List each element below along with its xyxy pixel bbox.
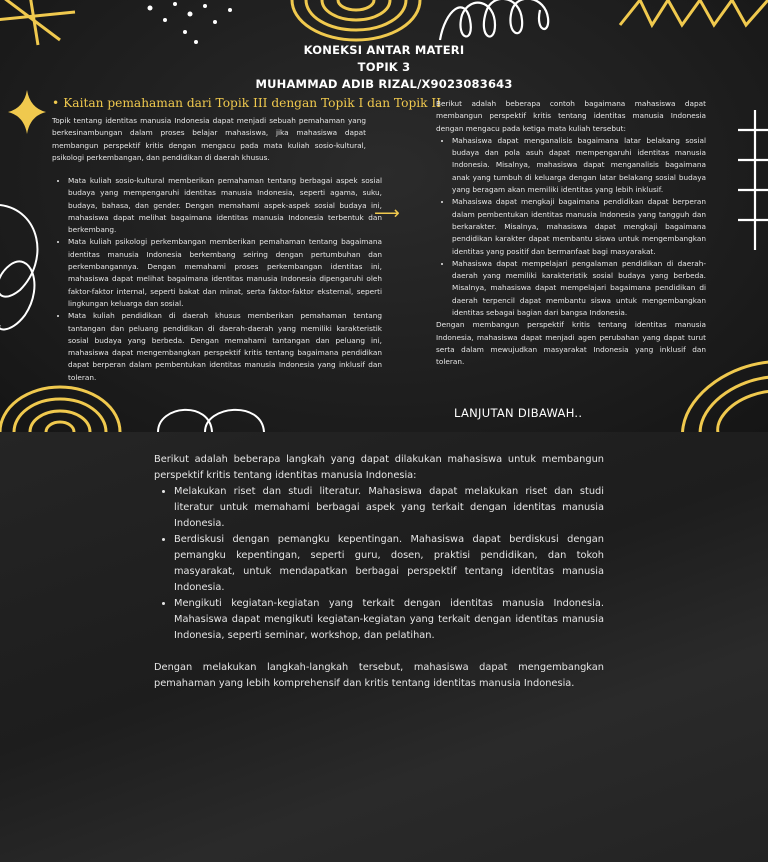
list-item: • Mata kuliah psikologi perkembangan memberikan pemahaman tentang bagaimana identitas manusia Indonesia berkembang seiring dengan pertumbuhan dan perkembangannya. Dengan memahami proses perkembangan identitas ini, mahasiswa dapat melihat bagaimana identitas manusia Indonesia dipengaruhi oleh faktor-faktor internal, seperti bakat dan minat, serta faktor-faktor eksternal, seperti lingkungan keluarga dan sosial. xyxy=(68,236,382,310)
sparkle-star-icon xyxy=(8,90,46,134)
list-item: • Melakukan riset dan studi literatur. Mahasiswa dapat melakukan riset dan studi literatur untuk memahami berbagai aspek yang terkait dengan identitas manusia Indonesia. xyxy=(174,484,604,532)
bottom-loops-doodle xyxy=(158,410,264,432)
heading-bullet: • xyxy=(52,96,60,110)
section-heading-text: Kaitan pemahaman dari Topik III dengan Topik I dan Topik II xyxy=(63,96,442,110)
right-bullet-list xyxy=(436,135,706,319)
right-intro: Berikut adalah beberapa contoh bagaimana mahasiswa dapat membangun perspektif kritis tentang identitas manusia Indonesia dengan mengacu pada ketiga mata kuliah tersebut: xyxy=(436,99,706,133)
continuation-text xyxy=(154,452,604,692)
section-heading xyxy=(52,96,442,110)
bottom-arcs-doodle xyxy=(0,387,120,432)
list-item: • Mahasiswa dapat mengkaji bagaimana pendidikan dapat berperan dalam pembentukan identitas manusia Indonesia yang tangguh dan berkarakter. Misalnya, mahasiswa dapat mengkaji bagaimana pendidikan karakter dapat membantu siswa untuk mengembangkan identitas yang positif dan bermanfaat bagi masyarakat. xyxy=(452,196,706,257)
list-item: • Mata kuliah pendidikan di daerah khusus memberikan pemahaman tentang tantangan dan peluang pendidikan di daerah-daerah yang memiliki karakteristik sosial budaya yang berbeda. Dengan memahami tantangan dan peluang ini, mahasiswa dapat mengembangkan perspektif kritis tentang bagaimana pendidikan dapat berperan dalam pembentukan identitas manusia Indonesia yang inklusif dan toleran. xyxy=(68,310,382,384)
list-item: • Mengikuti kegiatan-kegiatan yang terkait dengan identitas manusia Indonesia. Mahasiswa dapat mengikuti kegiatan-kegiatan yang terkait dengan identitas manusia Indonesia, seperti seminar, workshop, dan pelatihan. xyxy=(174,596,604,644)
right-closing: Dengan membangun perspektif kritis tentang identitas manusia Indonesia, mahasiswa dapat menjadi agen perubahan yang dapat turut serta dalam mewujudkan masyarakat Indonesia yang inklusif dan toleran. xyxy=(436,320,706,367)
list-item: • Berdiskusi dengan pemangku kepentingan. Mahasiswa dapat berdiskusi dengan pemangku kepentingan, seperti guru, dosen, praktisi pendidikan, dan tokoh masyarakat, untuk mendapatkan berbagai perspektif tentang identitas manusia Indonesia. xyxy=(174,532,604,596)
dots-doodle xyxy=(148,2,233,44)
concentric-arcs-doodle xyxy=(292,0,420,40)
zigzag-doodle xyxy=(620,0,768,25)
title-line-3: MUHAMMAD ADIB RIZAL/X9023083643 xyxy=(255,77,513,91)
continuation-intro: Berikut adalah beberapa langkah yang dapat dilakukan mahasiswa untuk membangun perspektif kritis tentang identitas manusia Indonesia: xyxy=(154,454,604,481)
steps-list xyxy=(154,484,604,644)
left-intro: Topik tentang identitas manusia Indonesia dapat menjadi sebuah pemahaman yang berkesinambungan dalam proses belajar mahasiswa, jika mahasiswa dapat membangun perspektif kritis dengan mengacu pada mata kuliah sosio-kultural, psikologi perkembangan, dan pendidikan di daerah khusus. xyxy=(52,116,366,163)
continuation-closing: Dengan melakukan langkah-langkah tersebut, mahasiswa dapat mengembangkan pemahaman yang lebih komprehensif dan kritis tentang identitas manusia Indonesia. xyxy=(154,662,604,689)
loops-doodle xyxy=(440,0,548,40)
grid-doodle xyxy=(738,110,768,250)
starburst-doodle xyxy=(0,0,75,45)
right-column xyxy=(436,98,706,369)
list-item: • Mata kuliah sosio-kultural memberikan pemahaman tentang berbagai aspek sosial budaya yang mempengaruhi identitas manusia Indonesia, seperti agama, suku, budaya, bahasa, dan gender. Dengan memahami aspek-aspek sosial budaya ini, mahasiswa dapat melihat bagaimana identitas manusia Indonesia terbentuk dan berkembang. xyxy=(68,175,382,236)
list-item: • Mahasiswa dapat menganalisis bagaimana latar belakang sosial budaya dan pola asuh dapat mempengaruhi identitas manusia Indonesia. Misalnya, mahasiswa dapat menganalisis bagaimana anak yang tumbuh di keluarga dengan latar belakang sosial budaya yang beragam akan memiliki identitas yang lebih inklusif. xyxy=(452,135,706,196)
continuation-section xyxy=(0,432,768,862)
title-block xyxy=(0,42,768,93)
spiral-doodle xyxy=(0,205,37,329)
left-bullet-list xyxy=(52,175,382,384)
title-line-1: KONEKSI ANTAR MATERI xyxy=(303,43,465,57)
arrow-right-icon: ⟶ xyxy=(374,203,400,224)
title-line-2: TOPIK 3 xyxy=(357,60,411,74)
list-item: • Mahasiswa dapat mempelajari pengalaman pendidikan di daerah-daerah yang memiliki karakteristik sosial budaya yang berbeda. Misalnya, mahasiswa dapat mempelajari bagaimana pendidikan di daerah terpencil dapat membantu siswa untuk mengembangkan identitas sebagai bagian dari bangsa Indonesia. xyxy=(452,258,706,319)
continue-label: LANJUTAN DIBAWAH.. xyxy=(454,406,583,420)
